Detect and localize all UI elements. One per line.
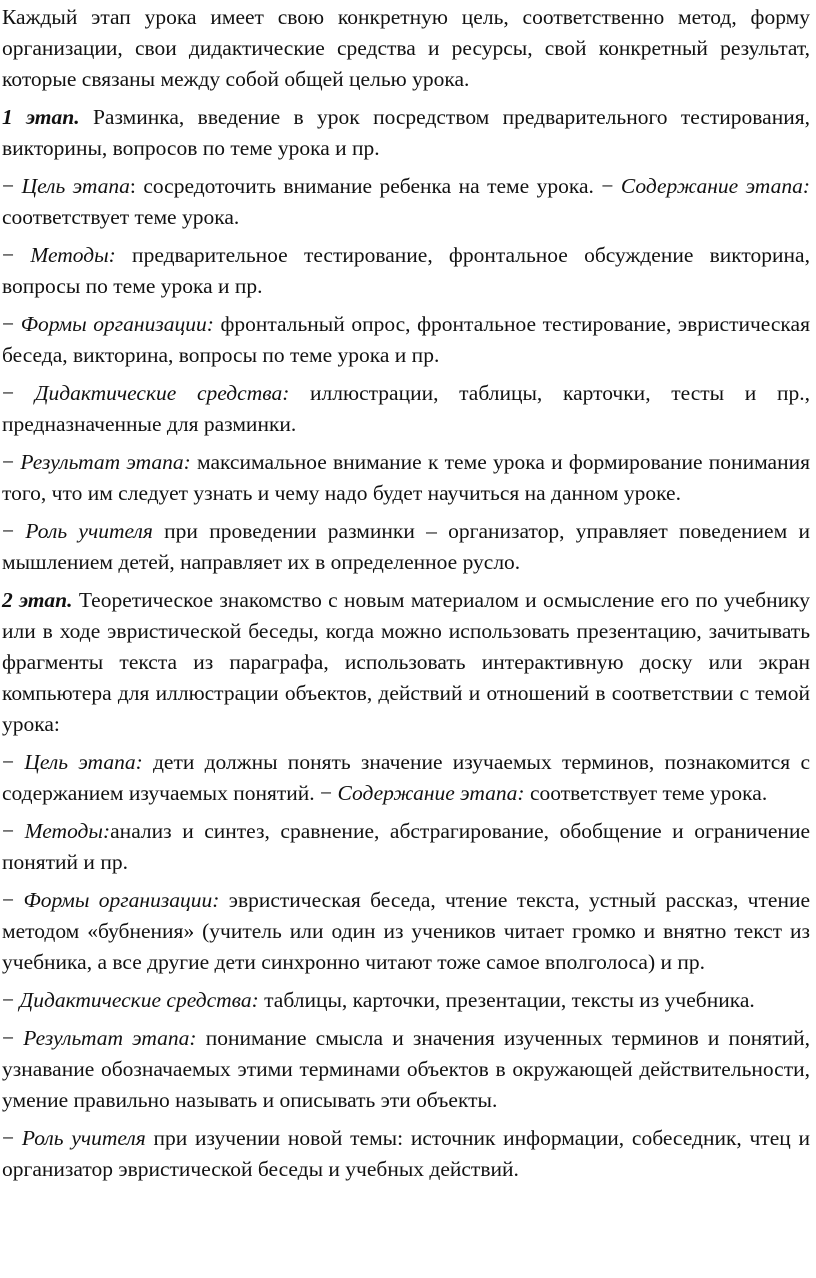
paragraph [2,1023,810,1116]
paragraph [2,747,810,809]
text-run: − [2,888,24,912]
italic-term: Роль учителя [25,519,153,543]
text-run: − [2,819,25,843]
text-run: эвристическая беседа, чтение текста, устный рассказ, чтение методом «бубнения» (учитель или один из учеников читает громко и внятно текст из учебника, а все другие дети синхронно читают тоже самое вполголоса) и пр. [2,888,810,974]
paragraph [2,309,810,371]
paragraph [2,378,810,440]
paragraph [2,885,810,978]
paragraph [2,985,810,1016]
text-run: анализ и синтез, сравнение, абстрагирование, обобщение и ограничение понятий и пр. [2,819,810,874]
italic-term: Дидактические средства: [19,988,259,1012]
text-run: Каждый этап урока имеет свою конкретную цель, соответственно метод, форму организации, свои дидактические средства и ресурсы, свой конкретный результат, которые связаны между собой общей целью урока. [2,5,810,91]
stage-heading: 1 этап. [2,105,80,129]
italic-term: Результат этапа: [20,450,191,474]
paragraph [2,816,810,878]
italic-term: Результат этапа: [23,1026,197,1050]
paragraph [2,447,810,509]
text-run: − [2,988,20,1012]
text-run: − [2,174,22,198]
text-run: − [2,243,31,267]
italic-term: Цель этапа: [24,750,143,774]
italic-term: Содержание этапа: [620,174,810,198]
italic-term: Роль учителя [21,1126,146,1150]
text-run: соответствует теме урока. [524,781,768,805]
text-run: − [2,450,21,474]
text-run: − [2,312,21,336]
italic-term: Формы организации: [20,312,214,336]
text-run: : сосредоточить внимание ребенка на теме урока. − [129,174,621,198]
text-run: при изучении новой темы: источник информации, собеседник, чтец и организатор эвристической беседы и учебных действий. [2,1126,810,1181]
text-run: Теоретическое знакомство с новым материалом и осмысление его по учебнику или в ходе эвристической беседы, когда можно использовать презентацию, зачитывать фрагменты текста из параграфа, использовать интерактивную доску или экран компьютера для иллюстрации объектов, действий и отношений в соответствии с темой урока: [2,588,810,736]
text-run: соответствует теме урока. [2,205,240,229]
text-run: предварительное тестирование, фронтальное обсуждение викторина, вопросы по теме урока и пр. [2,243,810,298]
paragraph [2,102,810,164]
italic-term: Формы организации: [23,888,220,912]
text-run: таблицы, карточки, презентации, тексты из учебника. [258,988,755,1012]
italic-term: Содержание этапа: [337,781,525,805]
paragraph [2,516,810,578]
italic-term: Дидактические средства: [34,381,290,405]
text-run: понимание смысла и значения изученных терминов и понятий, узнавание обозначаемых этими терминами объектов в окружающей действительности, умение правильно называть и описывать эти объекты. [2,1026,810,1112]
italic-term: Цель этапа [21,174,130,198]
text-run: Разминка, введение в урок посредством предварительного тестирования, викторины, вопросов по теме урока и пр. [2,105,810,160]
stage-heading: 2 этап. [2,588,73,612]
paragraph [2,171,810,233]
text-run: − [2,519,26,543]
text-run: дети должны понять значение изучаемых терминов, познакомится с содержанием изучаемых понятий. − [2,750,810,805]
text-run: − [2,750,25,774]
paragraph [2,240,810,302]
paragraph [2,585,810,740]
italic-term: Методы: [24,819,111,843]
text-run: − [2,381,35,405]
text-run: − [2,1026,24,1050]
paragraph [2,1123,810,1185]
text-run: фронтальный опрос, фронтальное тестирование, эвристическая беседа, викторина, вопросы по теме урока и пр. [2,312,810,367]
text-run: − [2,1126,22,1150]
italic-term: Методы: [30,243,116,267]
text-run: максимальное внимание к теме урока и формирование понимания того, что им следует узнать и чему надо будет научиться на данном уроке. [2,450,810,505]
paragraph [2,2,810,95]
text-run: иллюстрации, таблицы, карточки, тесты и пр., предназначенные для разминки. [2,381,810,436]
text-run: при проведении разминки – организатор, управляет поведением и мышлением детей, направляет их в определенное русло. [2,519,810,574]
